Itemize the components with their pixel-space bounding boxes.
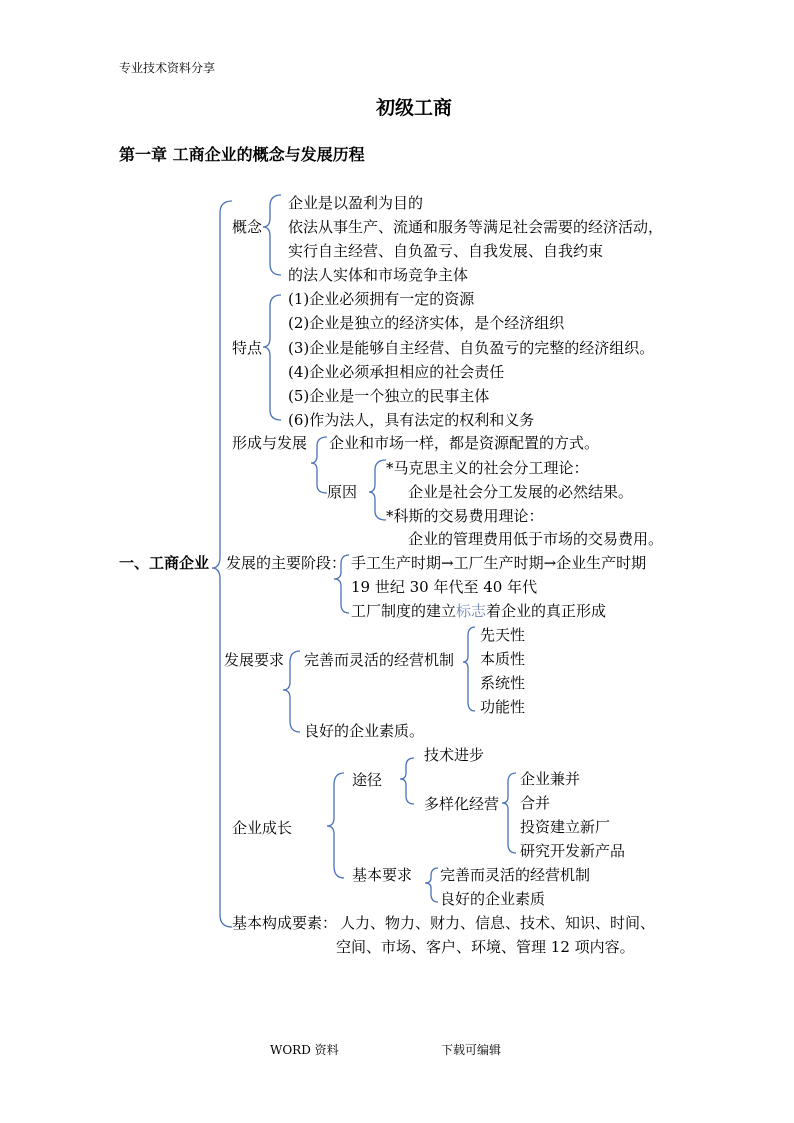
elements-line: 人力、物力、财力、信息、技术、知识、时间、 [340, 914, 656, 932]
diversify-item: 企业兼并 [520, 770, 581, 788]
footer-right: 下载可编辑 [441, 1043, 502, 1057]
property-item: 本质性 [480, 650, 526, 668]
feature-item: (1)企业必须拥有一定的资源 [288, 290, 475, 308]
reason-label: 原因 [327, 483, 358, 501]
chapter-title: 第一章 工商企业的概念与发展历程 [119, 145, 365, 164]
formation-line: 企业和市场一样，都是资源配置的方式。 [329, 434, 600, 452]
quality-text: 良好的企业素质。 [304, 722, 425, 740]
brace-requirements [283, 651, 300, 732]
brace-reason [369, 460, 386, 520]
concept-line: 的法人实体和市场竞争主体 [288, 266, 469, 284]
formation-label: 形成与发展 [232, 434, 308, 452]
stages-link-text[interactable]: 标志 [456, 602, 487, 620]
concept-label: 概念 [232, 218, 263, 236]
concept-line: 企业是以盈利为目的 [288, 194, 424, 212]
brace-concept [263, 195, 281, 275]
brace-properties [463, 627, 475, 711]
feature-item: (3)企业是能够自主经营、自负盈亏的完整的经济组织。 [288, 339, 655, 357]
footer-left: WORD 资料 [270, 1043, 339, 1057]
property-item: 先天性 [480, 626, 526, 644]
stages-line-text: 着企业的真正形成 [486, 602, 607, 620]
reason-line: *马克思主义的社会分工理论： [386, 459, 589, 477]
elements-line: 空间、市场、客户、环境、管理 12 项内容。 [336, 938, 635, 956]
brace-basic [425, 868, 438, 902]
diversify-item: 合并 [520, 794, 551, 812]
growth-label: 企业成长 [232, 819, 293, 837]
page-header: 专业技术资料分享 [119, 61, 216, 75]
feature-item: (4)企业必须承担相应的社会责任 [288, 363, 505, 381]
mechanism-text: 完善而灵活的经营机制 [304, 651, 455, 669]
stages-line: 19 世纪 30 年代至 40 年代 [351, 578, 538, 596]
concept-line: 实行自主经营、自负盈亏、自我发展、自我约束 [288, 242, 604, 260]
tech-text: 技术进步 [424, 746, 485, 764]
concept-line: 依法从事生产、流通和服务等满足社会需要的经济活动， [288, 218, 664, 236]
basic-label: 基本要求 [352, 866, 413, 884]
brace-path [400, 758, 414, 804]
feature-item: (2)企业是独立的经济实体，是个经济组织 [288, 314, 565, 332]
reason-line: *科斯的交易费用理论： [386, 507, 544, 525]
diversify-item: 研究开发新产品 [520, 842, 626, 860]
property-item: 系统性 [480, 674, 526, 692]
feature-item: (6)作为法人，具有法定的权利和义务 [288, 411, 535, 429]
brace-diversify [502, 773, 516, 853]
basic-item: 完善而灵活的经营机制 [440, 866, 591, 884]
stages-line-text: 工厂制度的建立 [351, 602, 457, 620]
reason-line: 企业是社会分工发展的必然结果。 [408, 483, 634, 501]
requirements-label: 发展要求 [224, 651, 285, 669]
basic-item: 良好的企业素质 [440, 890, 546, 908]
features-label: 特点 [232, 339, 263, 357]
brace-features [263, 295, 281, 420]
feature-item: (5)企业是一个独立的民事主体 [288, 387, 490, 405]
brace-growth [327, 773, 344, 878]
diversify-item: 投资建立新厂 [520, 818, 611, 836]
reason-line: 企业的管理费用低于市场的交易费用。 [408, 530, 664, 548]
stages-label: 发展的主要阶段： [226, 554, 347, 572]
path-label: 途径 [352, 771, 383, 789]
stages-line [351, 601, 606, 621]
elements-label: 基本构成要素： [232, 914, 338, 932]
document-title: 初级工商 [376, 97, 453, 119]
stages-line: 手工生产时期→工厂生产时期→企业生产时期 [351, 554, 647, 572]
property-item: 功能性 [480, 698, 526, 716]
diversify-text: 多样化经营 [424, 795, 500, 813]
brace-formation [311, 437, 327, 493]
root-node: 一、工商企业 [119, 554, 210, 572]
